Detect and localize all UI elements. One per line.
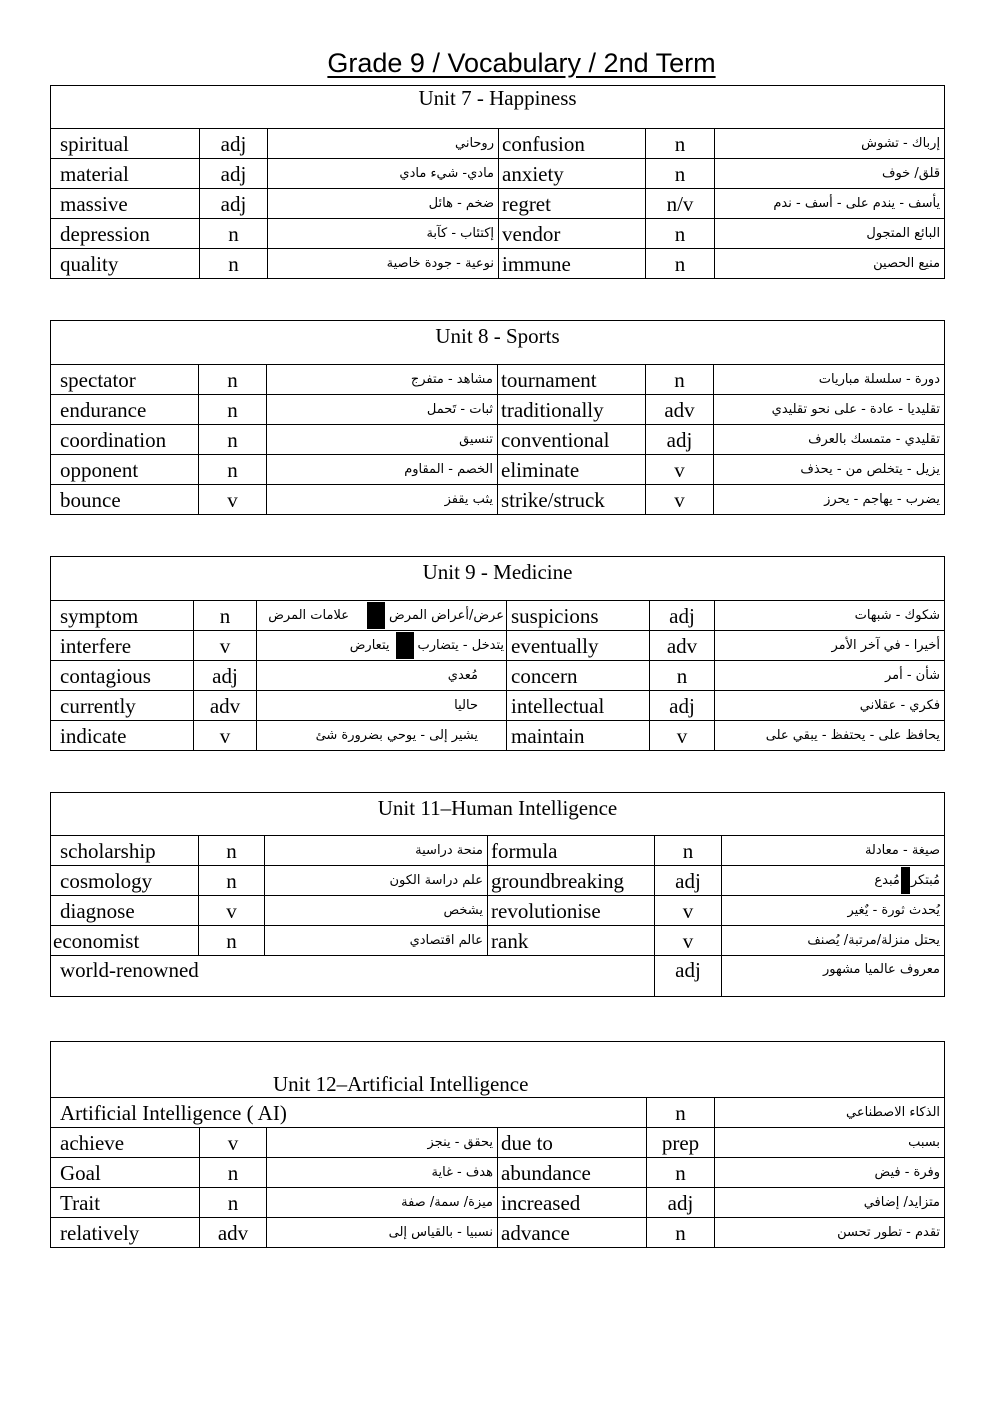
word: diagnose (51, 896, 199, 926)
part-of-speech: adj (200, 159, 268, 189)
table-row (51, 219, 945, 249)
word: coordination (51, 425, 199, 455)
arabic-meaning: يزيل - يتخلص من - يحذف (714, 455, 945, 485)
table-row (51, 249, 945, 279)
word: quality (51, 249, 200, 279)
word: scholarship (51, 836, 199, 866)
part-of-speech: adj (655, 866, 722, 896)
word: Goal (51, 1158, 200, 1188)
arabic-meaning: بسبب (715, 1128, 945, 1158)
table-row (51, 1098, 945, 1128)
arabic-meaning-main: يتدخل - يتضارب (417, 637, 504, 653)
arabic-meaning: مُعدي (257, 661, 507, 691)
unit-12-table (50, 1041, 945, 1248)
table-row (51, 485, 945, 515)
unit-heading: Unit 11–Human Intelligence (51, 793, 945, 836)
word: strike/struck (498, 485, 646, 515)
word: vendor (499, 219, 646, 249)
table-row (51, 836, 945, 866)
word: indicate (51, 721, 194, 751)
table-row (51, 1188, 945, 1218)
word: increased (498, 1188, 647, 1218)
word: maintain (507, 721, 650, 751)
arabic-meaning: يأسف - يندم على - أسف - ندم (715, 189, 945, 219)
part-of-speech: n (199, 926, 265, 956)
redaction-block (367, 602, 385, 629)
arabic-meaning: ميزة/ سمة/ صفة (267, 1188, 498, 1218)
part-of-speech: v (200, 1128, 267, 1158)
arabic-meaning: يشير إلى - يوحي بضرورة شئ (257, 721, 507, 751)
arabic-meaning: فكري - عقلاني (715, 691, 945, 721)
word: intellectual (507, 691, 650, 721)
part-of-speech: n (655, 836, 722, 866)
arabic-meaning: شكوك - شبهات (715, 601, 945, 631)
arabic-meaning: البائع المتجول (715, 219, 945, 249)
arabic-meaning: مادي- شيء مادي (268, 159, 499, 189)
part-of-speech: adj (650, 601, 715, 631)
arabic-meaning: يُحدث ثورة - يٌغير (722, 896, 945, 926)
arabic-meaning: شأن - أمر (715, 661, 945, 691)
part-of-speech: n (200, 219, 268, 249)
arabic-meaning: قلق/ خوف (715, 159, 945, 189)
word: spectator (51, 365, 199, 395)
part-of-speech: n (200, 1188, 267, 1218)
part-of-speech: adv (650, 631, 715, 661)
word: contagious (51, 661, 194, 691)
part-of-speech: adv (200, 1218, 267, 1248)
word: conventional (498, 425, 646, 455)
arabic-meaning: ثبات - تَحمل (267, 395, 498, 425)
arabic-meaning: الخصم - المقاوم (267, 455, 498, 485)
arabic-meaning-alt: مُبدع (874, 872, 900, 888)
word: achieve (51, 1128, 200, 1158)
word: cosmology (51, 866, 199, 896)
part-of-speech: v (646, 485, 714, 515)
part-of-speech: n (647, 1218, 715, 1248)
word: spiritual (51, 129, 200, 159)
arabic-meaning: روحاني (268, 129, 499, 159)
arabic-meaning: هدف - غاية (267, 1158, 498, 1188)
word: endurance (51, 395, 199, 425)
arabic-meaning: يثب يقفز (267, 485, 498, 515)
arabic-meaning-main: مُبتكر (910, 872, 941, 888)
arabic-meaning: حاليا (257, 691, 507, 721)
table-row (51, 631, 945, 661)
part-of-speech: v (655, 926, 722, 956)
arabic-meaning: يحتل منزلة/مرتبة/ يُصنف (722, 926, 945, 956)
unit-heading: Unit 9 - Medicine (51, 557, 945, 601)
part-of-speech: n (199, 836, 265, 866)
arabic-meaning: وفرة - فيض (715, 1158, 945, 1188)
arabic-meaning: يشخص (265, 896, 488, 926)
part-of-speech: n (199, 365, 267, 395)
word: confusion (499, 129, 646, 159)
part-of-speech: n (200, 249, 268, 279)
part-of-speech: n (647, 1158, 715, 1188)
table-row (51, 661, 945, 691)
word: abundance (498, 1158, 647, 1188)
table-row (51, 691, 945, 721)
word: rank (488, 926, 655, 956)
word: revolutionise (488, 896, 655, 926)
page-title: Grade 9 / Vocabulary / 2nd Term (327, 48, 716, 78)
table-row (51, 896, 945, 926)
arabic-meaning: مشاهد - متفرج (267, 365, 498, 395)
arabic-meaning-alt: يتعارض (349, 637, 390, 653)
arabic-meaning: نسبيا - بالقياس إلى (267, 1218, 498, 1248)
table-row (51, 129, 945, 159)
arabic-meaning: متزايد/ إضافي (715, 1188, 945, 1218)
unit-heading: Unit 8 - Sports (51, 321, 945, 365)
word: regret (499, 189, 646, 219)
arabic-meaning: عالم اقتصادي (265, 926, 488, 956)
arabic-meaning: نوعية - جودة خاصية (268, 249, 499, 279)
arabic-meaning: ضخم - هائل (268, 189, 499, 219)
table-row (51, 189, 945, 219)
unit-11-table (50, 792, 945, 997)
unit-9-table (50, 556, 945, 751)
arabic-meaning (257, 601, 507, 631)
unit-heading: Unit 7 - Happiness (51, 86, 945, 129)
table-row (51, 601, 945, 631)
part-of-speech: n (199, 395, 267, 425)
word: economist (51, 926, 199, 956)
table-row (51, 866, 945, 896)
arabic-meaning: تقليدي - متمسك بالعرف (714, 425, 945, 455)
part-of-speech: v (199, 485, 267, 515)
table-row (51, 1128, 945, 1158)
part-of-speech: n (646, 129, 715, 159)
part-of-speech: adj (647, 1188, 715, 1218)
word: concern (507, 661, 650, 691)
arabic-meaning-main: عرض/أعراض المرض (388, 607, 504, 623)
word: Trait (51, 1188, 200, 1218)
part-of-speech: adj (200, 189, 268, 219)
word: formula (488, 836, 655, 866)
table-row (51, 926, 945, 956)
word: suspicions (507, 601, 650, 631)
table-row (51, 395, 945, 425)
part-of-speech: v (655, 896, 722, 926)
word: eventually (507, 631, 650, 661)
word: anxiety (499, 159, 646, 189)
part-of-speech: n (646, 365, 714, 395)
word: traditionally (498, 395, 646, 425)
arabic-meaning (257, 631, 507, 661)
arabic-meaning: علم دراسة الكون (265, 866, 488, 896)
part-of-speech: v (199, 896, 265, 926)
part-of-speech: adj (200, 129, 268, 159)
unit-7-table (50, 85, 945, 279)
part-of-speech: n (647, 1098, 715, 1128)
part-of-speech: n (646, 219, 715, 249)
word: material (51, 159, 200, 189)
part-of-speech: n (199, 866, 265, 896)
arabic-meaning: يضرب - يهاجم - يحرز (714, 485, 945, 515)
arabic-meaning: الذكاء الاصطناعي (715, 1098, 945, 1128)
redaction-block (396, 632, 414, 659)
part-of-speech: n/v (646, 189, 715, 219)
part-of-speech: adv (646, 395, 714, 425)
arabic-meaning: أخيرا - في آخر الأمر (715, 631, 945, 661)
table-row (51, 425, 945, 455)
word: world-renowned (51, 956, 655, 997)
table-row (51, 455, 945, 485)
table-row (51, 956, 945, 997)
word: Artificial Intelligence ( AI) (51, 1098, 647, 1128)
word: currently (51, 691, 194, 721)
table-row (51, 1158, 945, 1188)
table-row (51, 365, 945, 395)
part-of-speech: n (646, 249, 715, 279)
unit-heading: Unit 12–Artificial Intelligence (51, 1042, 945, 1098)
arabic-meaning: إكتئاب - كآبة (268, 219, 499, 249)
part-of-speech: v (646, 455, 714, 485)
word: relatively (51, 1218, 200, 1248)
part-of-speech: n (200, 1158, 267, 1188)
arabic-meaning: معروف عالميا مشهور (722, 956, 945, 997)
arabic-meaning: إرباك - تشوش (715, 129, 945, 159)
word: opponent (51, 455, 199, 485)
part-of-speech: v (194, 631, 257, 661)
part-of-speech: adj (646, 425, 714, 455)
table-row (51, 721, 945, 751)
arabic-meaning: صيغة - معادلة (722, 836, 945, 866)
word: groundbreaking (488, 866, 655, 896)
word: depression (51, 219, 200, 249)
part-of-speech: prep (647, 1128, 715, 1158)
part-of-speech: n (650, 661, 715, 691)
part-of-speech: adj (650, 691, 715, 721)
word: due to (498, 1128, 647, 1158)
word: bounce (51, 485, 199, 515)
word: immune (499, 249, 646, 279)
word: interfere (51, 631, 194, 661)
part-of-speech: adv (194, 691, 257, 721)
part-of-speech: adj (655, 956, 722, 997)
arabic-meaning: يحافظ على - يحتفظ - يبقي على (715, 721, 945, 751)
word: symptom (51, 601, 194, 631)
arabic-meaning: يحقق - ينجز (267, 1128, 498, 1158)
arabic-meaning: تقدم - تطور تحسن (715, 1218, 945, 1248)
part-of-speech: n (646, 159, 715, 189)
part-of-speech: v (194, 721, 257, 751)
word: tournament (498, 365, 646, 395)
unit-8-table (50, 320, 945, 515)
arabic-meaning: منيع الحصين (715, 249, 945, 279)
arabic-meaning: منحة دراسية (265, 836, 488, 866)
part-of-speech: adj (194, 661, 257, 691)
arabic-meaning: دورة - سلسلة مباريات (714, 365, 945, 395)
arabic-meaning (722, 866, 945, 896)
part-of-speech: n (194, 601, 257, 631)
part-of-speech: n (199, 455, 267, 485)
table-row (51, 1218, 945, 1248)
table-row (51, 159, 945, 189)
arabic-meaning: تنسيق (267, 425, 498, 455)
arabic-meaning: تقليديا - عادة - على نحو تقليدي (714, 395, 945, 425)
word: eliminate (498, 455, 646, 485)
redaction-block (901, 867, 910, 894)
arabic-meaning-alt: علامات المرض (268, 607, 349, 623)
word: advance (498, 1218, 647, 1248)
part-of-speech: n (199, 425, 267, 455)
word: massive (51, 189, 200, 219)
part-of-speech: v (650, 721, 715, 751)
